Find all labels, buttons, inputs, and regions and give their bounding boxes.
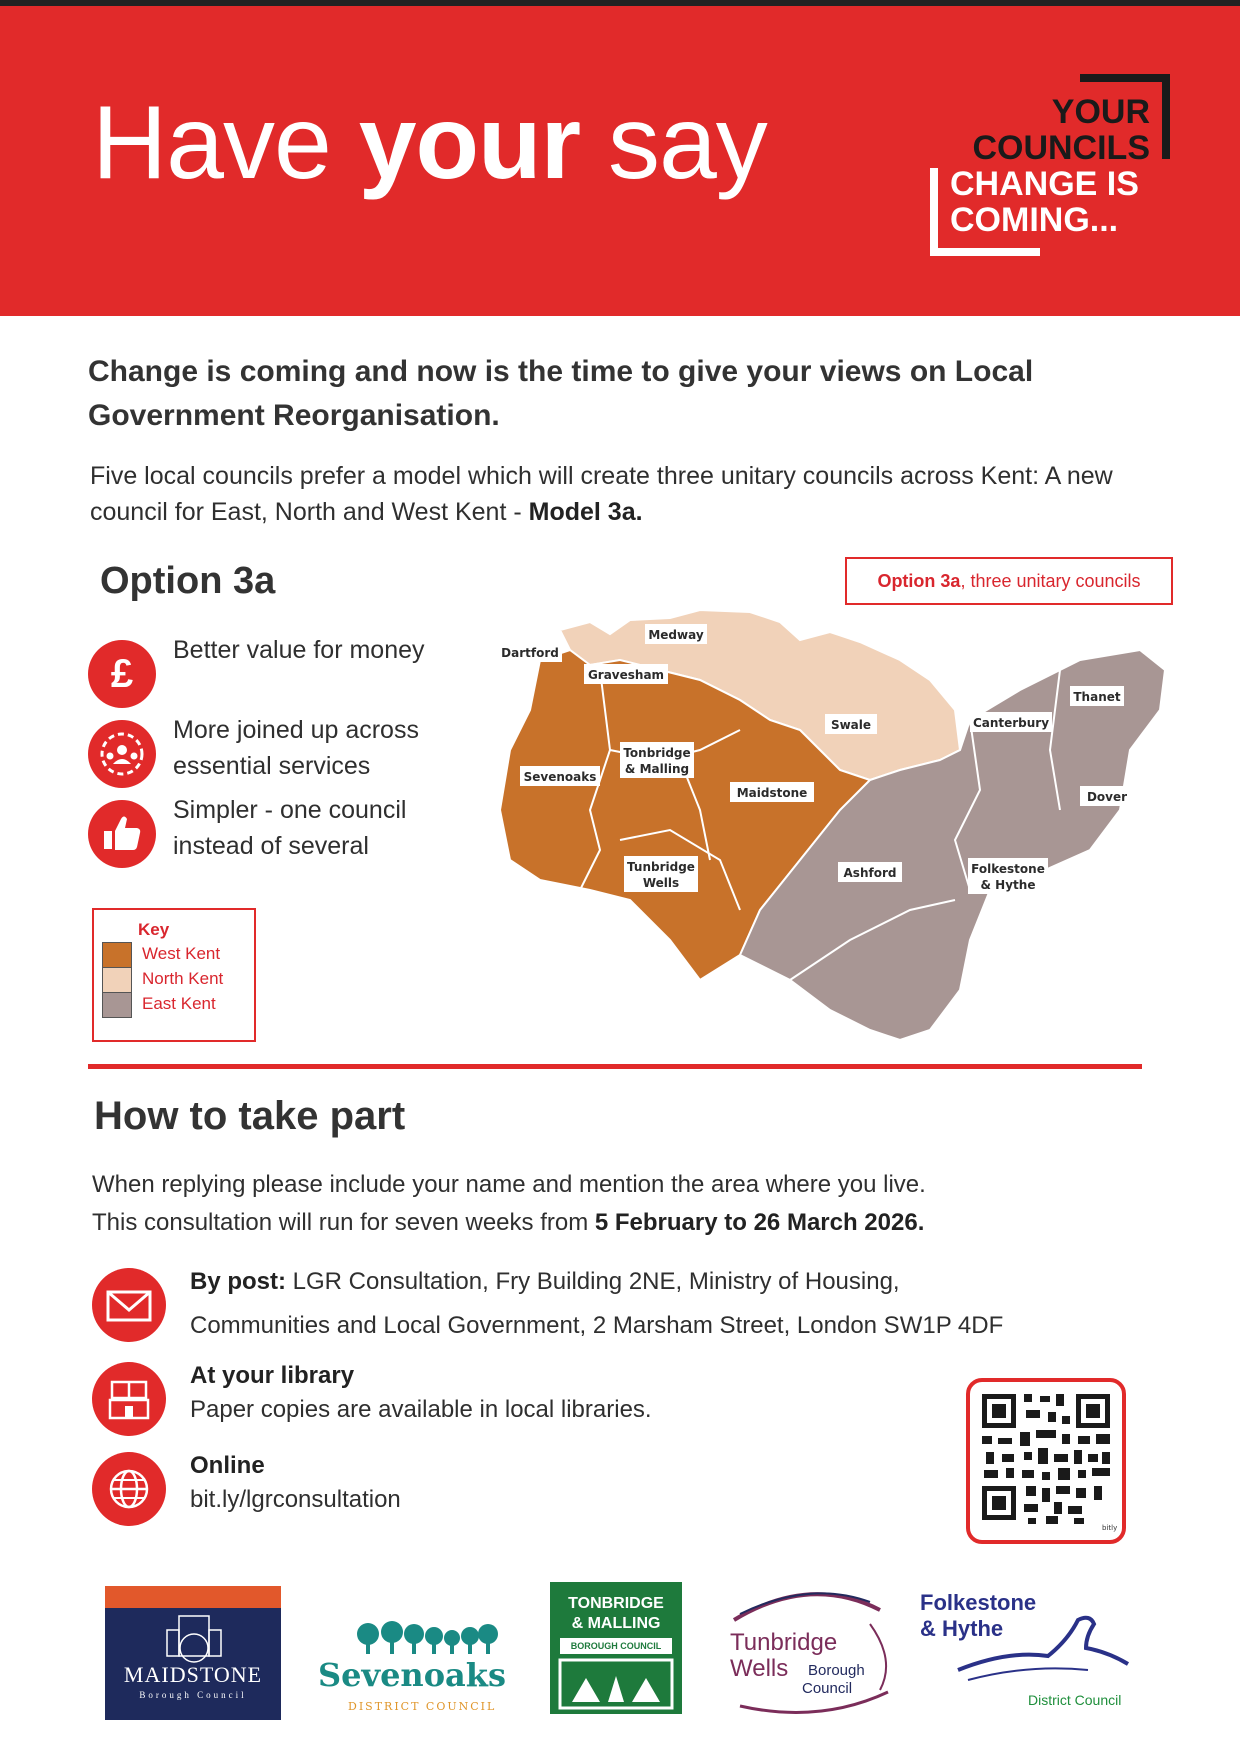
map-key [92, 908, 256, 1042]
title-part: Have [92, 85, 359, 201]
svg-text:£: £ [110, 652, 134, 696]
council-logos [0, 1570, 1240, 1730]
folkestone-hythe-logo [918, 1590, 1138, 1720]
benefit-text: Simpler - one council instead of several [173, 796, 407, 860]
region-label: Tunbridge [627, 860, 695, 874]
consultation-link[interactable]: bit.ly/lgrconsultation [190, 1486, 401, 1513]
region-label: Dartford [501, 646, 559, 660]
region-label: Ashford [843, 866, 897, 880]
region-label: Wells [642, 876, 680, 890]
map-legend [845, 557, 1173, 605]
castle-gate-icon [550, 1654, 682, 1714]
logo-frame [1080, 74, 1170, 82]
region-label: & Hythe [980, 878, 1036, 892]
tmb-line: & MALLING [571, 1615, 661, 1632]
consultation-dates: 5 February to 26 March 2026. [594, 1209, 925, 1236]
benefit-text: Better value for money [173, 636, 425, 664]
qr-code-image [970, 1382, 1122, 1540]
method-text: Communities and Local Government, 2 Marsham Street, London SW1P 4DF [190, 1312, 1004, 1339]
key-swatch [102, 942, 132, 968]
how-line: When replying please include your name and mention the area where you live. [92, 1171, 926, 1198]
legend-bold: Option 3a [877, 571, 961, 591]
logo-text: YOUR [1051, 93, 1150, 131]
banner-title [92, 84, 767, 203]
maidstone-sub: Borough Council [139, 1690, 247, 1700]
horse-icon [918, 1590, 1138, 1690]
tunbridge-sub: Borough [808, 1662, 865, 1679]
logo-text: CHANGE IS [950, 165, 1139, 203]
envelope-icon [92, 1268, 166, 1342]
region-label: Tonbridge [623, 746, 691, 760]
library-icon [92, 1362, 166, 1436]
region-label: Swale [830, 718, 872, 732]
logo-frame [930, 168, 938, 256]
folkestone-name: & Hythe [920, 1616, 1004, 1641]
region-label: Maidstone [736, 786, 808, 800]
qr-code[interactable] [966, 1378, 1126, 1544]
key-title: Key [138, 920, 170, 939]
region-label: Sevenoaks [523, 770, 597, 784]
key-row-east [102, 992, 252, 1016]
method-label: By post: [190, 1268, 286, 1295]
pound-icon [88, 640, 156, 708]
intro-text: Five local councils prefer a model which will create three unitary councils across Kent: A new council for East, North and West Kent - [90, 462, 1113, 526]
intro-model: Model 3a. [528, 498, 643, 526]
method-label: At your library [190, 1362, 355, 1389]
trees-icon [310, 1620, 530, 1660]
key-swatch [102, 992, 132, 1018]
region-label: Medway [648, 628, 704, 642]
region-label: & Malling [624, 762, 690, 776]
option-heading: Option 3a [100, 560, 276, 602]
logo-frame [1162, 74, 1170, 159]
globe-icon [92, 1452, 166, 1526]
benefit-text: More joined up across essential services [173, 716, 419, 780]
how-line: This consultation will run for seven weeks from [92, 1209, 595, 1236]
logo-text: COUNCILS [972, 129, 1150, 167]
folkestone-name: Folkestone [920, 1590, 1037, 1615]
tunbridge-sub: Council [802, 1680, 853, 1697]
kent-map [500, 610, 1180, 1040]
how-heading: How to take part [94, 1094, 406, 1138]
header-banner [0, 6, 1240, 316]
tonbridge-sub: BOROUGH COUNCIL [560, 1638, 672, 1654]
title-part: say [580, 85, 767, 201]
people-network-icon [88, 720, 156, 788]
region-label: Folkestone [971, 862, 1045, 876]
logo-text: COMING... [950, 201, 1119, 239]
tonbridge-malling-logo [550, 1582, 682, 1714]
method-text: Paper copies are available in local libraries. [190, 1396, 652, 1423]
method-label: Online [190, 1452, 265, 1479]
key-swatch [102, 967, 132, 993]
maidstone-name: MAIDSTONE [123, 1662, 263, 1687]
intro-heading: Change is coming and now is the time to give your views on Local Government Reorganisation. [88, 355, 1034, 432]
campaign-logo [930, 68, 1170, 256]
tonbridge-name [550, 1594, 682, 1634]
sevenoaks-name: Sevenoaks [318, 1656, 506, 1694]
legend-text: , three unitary councils [960, 571, 1141, 591]
region-label: Thanet [1073, 690, 1121, 704]
sevenoaks-sub: DISTRICT COUNCIL [348, 1700, 497, 1713]
tunbridge-wells-logo [720, 1580, 900, 1720]
section-divider [88, 1064, 1142, 1069]
key-label: West Kent [142, 944, 221, 963]
logo-stripe [105, 1586, 281, 1608]
maidstone-logo [105, 1586, 281, 1720]
how-paragraph [92, 1166, 1172, 1242]
intro-paragraph [90, 458, 1170, 530]
title-emphasis: your [358, 85, 581, 201]
key-label: East Kent [142, 994, 216, 1013]
region-label: Dover [1086, 790, 1128, 804]
tunbridge-name: Tunbridge [730, 1629, 838, 1656]
post-details [190, 1262, 1150, 1346]
thumbs-up-icon [88, 800, 156, 868]
qr-caption: bitly [1102, 1524, 1118, 1532]
logo-frame [930, 248, 1040, 256]
method-text: LGR Consultation, Fry Building 2NE, Ministry of Housing, [286, 1268, 900, 1295]
sevenoaks-logo [310, 1620, 530, 1720]
key-label: North Kent [142, 969, 224, 988]
tunbridge-name: Wells [730, 1655, 789, 1682]
key-row-west [102, 942, 252, 966]
region-label: Gravesham [587, 668, 665, 682]
key-row-north [102, 967, 252, 991]
region-label: Canterbury [972, 716, 1050, 730]
tmb-line: TONBRIDGE [568, 1595, 664, 1612]
folkestone-sub: District Council [1028, 1692, 1122, 1708]
